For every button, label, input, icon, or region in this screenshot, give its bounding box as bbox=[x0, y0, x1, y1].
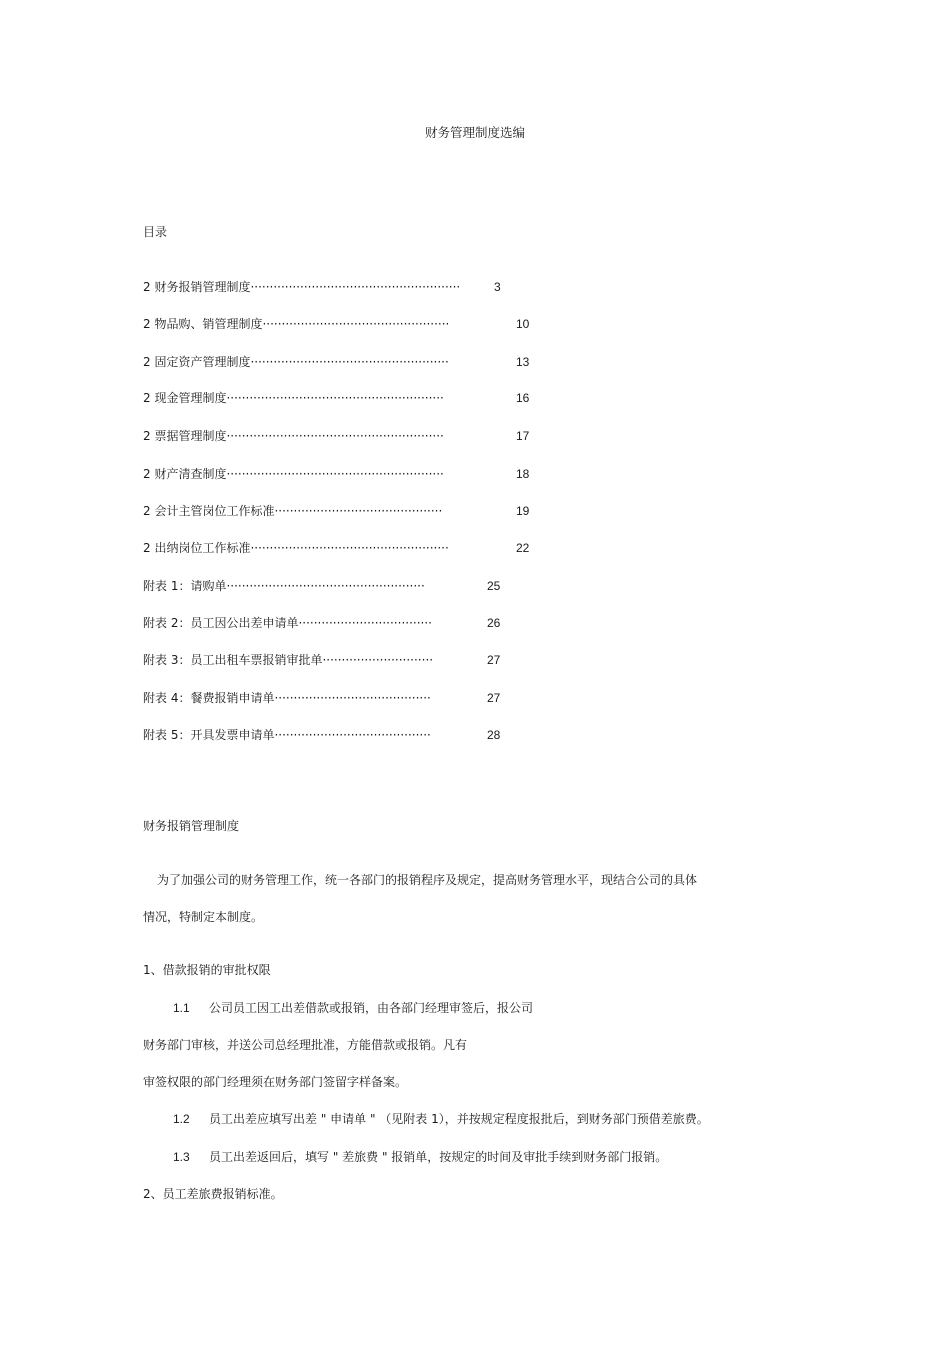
intro-paragraph-line: 情况，特制定本制度。 bbox=[143, 910, 264, 924]
toc-entry-page: 13 bbox=[516, 355, 530, 369]
toc-entry-label: 附表 5：开具发票申请单········································· bbox=[143, 728, 431, 742]
item-heading: 2、员工差旅费报销标准。 bbox=[143, 1187, 283, 1201]
section-title: 财务报销管理制度 bbox=[143, 819, 240, 833]
toc-entry-label: 2 财务报销管理制度······················································· bbox=[143, 280, 461, 294]
item-text: 员工出差返回后，填写 " 差旅费 " 报销单，按规定的时间及审批手续到财务部门报销。 bbox=[209, 1150, 668, 1164]
item-heading: 1、借款报销的审批权限 bbox=[143, 963, 271, 977]
toc-entry-label: 2 会计主管岗位工作标准············································ bbox=[143, 504, 443, 518]
toc-entry-label: 2 票据管理制度························································· bbox=[143, 429, 444, 443]
toc-entry-label: 2 固定资产管理制度···················································· bbox=[143, 355, 449, 369]
toc-entry-page: 3 bbox=[494, 280, 501, 294]
toc-entry-label: 2 现金管理制度························································· bbox=[143, 391, 444, 405]
toc-entry-page: 18 bbox=[516, 467, 530, 481]
toc-entry-label: 2 财产清查制度························································· bbox=[143, 467, 444, 481]
item-text: 公司员工因工出差借款或报销，由各部门经理审签后，报公司 bbox=[209, 1001, 534, 1015]
item-number: 1.3 bbox=[173, 1150, 190, 1164]
toc-entry-label: 附表 1：请购单···················································· bbox=[143, 579, 425, 593]
toc-entry-page: 19 bbox=[516, 504, 530, 518]
intro-paragraph-line: 为了加强公司的财务管理工作，统一各部门的报销程序及规定，提高财务管理水平，现结合公司的具体 bbox=[157, 873, 698, 887]
toc-entry-label: 附表 2：员工因公出差申请单··································· bbox=[143, 616, 432, 630]
toc-entry-label: 2 出纳岗位工作标准···················································· bbox=[143, 541, 449, 555]
item-text: 审签权限的部门经理须在财务部门签留字样备案。 bbox=[143, 1075, 408, 1089]
toc-entry-page: 28 bbox=[487, 728, 501, 742]
toc-entry-page: 25 bbox=[487, 579, 501, 593]
item-number: 1.1 bbox=[173, 1001, 190, 1015]
item-text: 财务部门审核，并送公司总经理批准，方能借款或报销。凡有 bbox=[143, 1038, 468, 1052]
toc-entry-page: 10 bbox=[516, 317, 530, 331]
toc-heading: 目录 bbox=[143, 225, 168, 239]
toc-entry-label: 2 物品购、销管理制度················································· bbox=[143, 317, 450, 331]
toc-entry-label: 附表 3：员工出租车票报销审批单····························· bbox=[143, 653, 434, 667]
toc-entry-label: 附表 4：餐费报销申请单········································· bbox=[143, 691, 431, 705]
toc-entry-page: 26 bbox=[487, 616, 501, 630]
item-text: 员工出差应填写出差 " 申请单 " （见附表 1），并按规定程度报批后，到财务部门预借差旅费。 bbox=[209, 1112, 709, 1126]
toc-entry-page: 27 bbox=[487, 653, 501, 667]
document-title: 财务管理制度选编 bbox=[424, 125, 525, 140]
toc-entry-page: 16 bbox=[516, 391, 530, 405]
toc-entry-page: 27 bbox=[487, 691, 501, 705]
toc-entry-page: 17 bbox=[516, 429, 530, 443]
toc-entry-page: 22 bbox=[516, 541, 530, 555]
item-number: 1.2 bbox=[173, 1112, 190, 1126]
